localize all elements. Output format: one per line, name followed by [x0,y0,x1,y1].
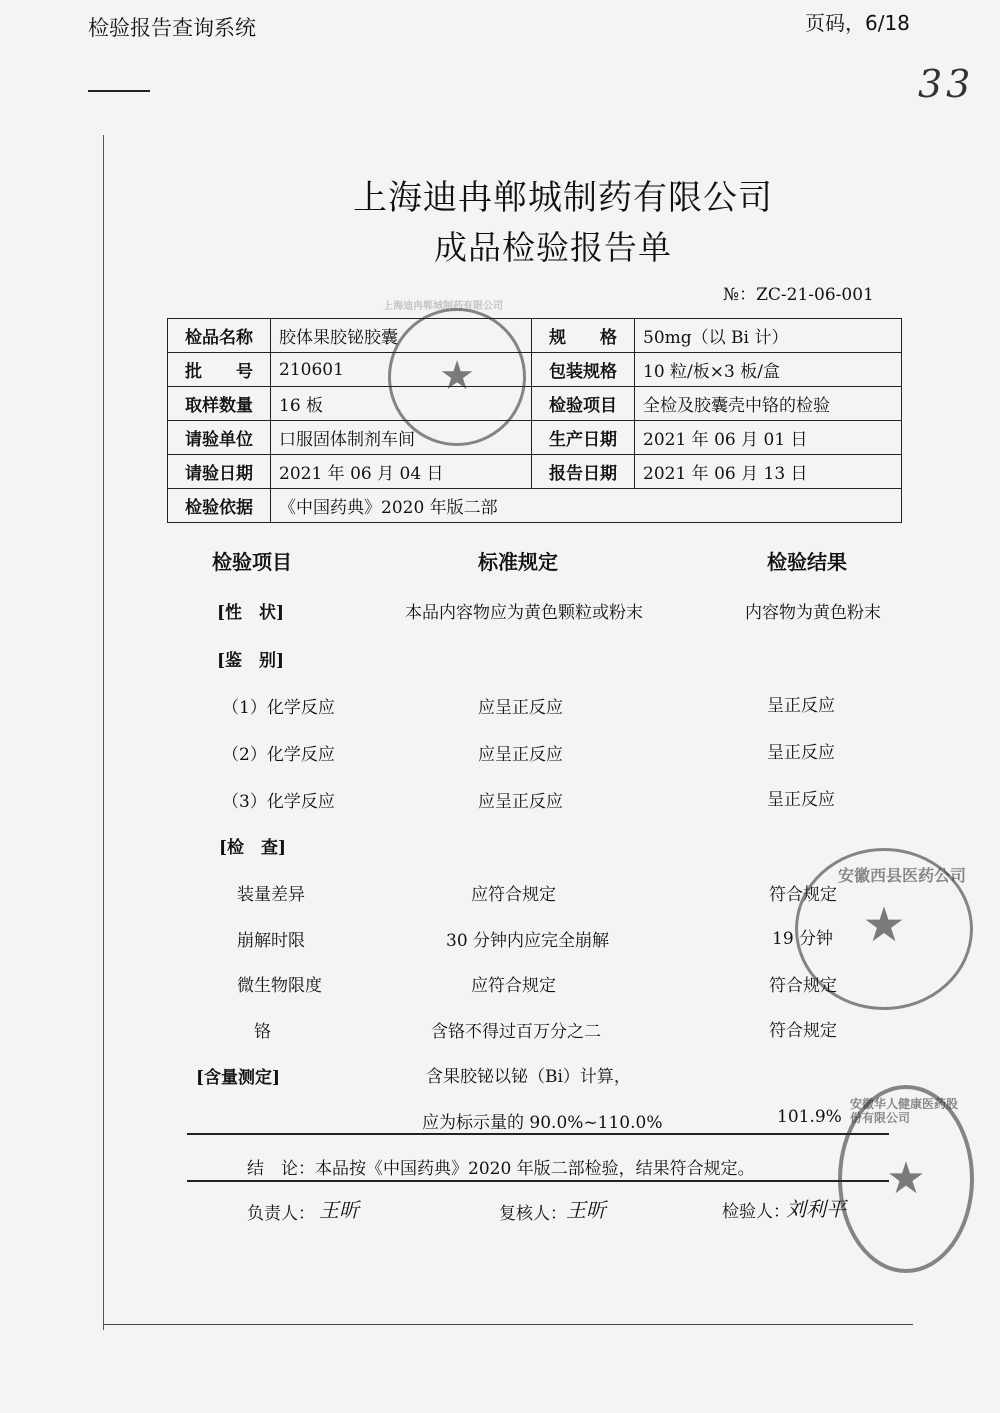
bottom-rule [103,1324,913,1325]
info-row [168,319,902,353]
disint-item: 崩解时限 [237,931,305,951]
pharma-seal [838,1085,974,1273]
micro-item: 微生物限度 [237,976,322,996]
sample-qty-label: 取样数量 [168,387,271,421]
id3-result: 呈正反应 [767,790,835,810]
handwritten-number: 33 [918,62,975,106]
id1-standard: 应呈正反应 [478,698,563,718]
req-date-value: 2021 年 06 月 04 日 [271,455,532,489]
seal-text: 安徽西县医药公司 [838,866,967,885]
info-row [168,353,902,387]
weight-standard: 应符合规定 [471,885,556,905]
req-date-label: 请验日期 [168,455,271,489]
disint-standard: 30 分钟内应完全崩解 [446,931,610,951]
info-row [168,387,902,421]
spec-value: 50mg（以 Bi 计） [635,319,902,353]
reviewer-label: 复核人： [499,1204,567,1224]
test-item-label: 检验项目 [532,387,635,421]
assay-label: [含量测定] [196,1068,281,1088]
star-icon: ★ [439,353,475,399]
margin-rule [103,135,104,1330]
batch-label: 批 号 [168,353,271,387]
weight-result: 符合规定 [769,885,837,905]
star-icon: ★ [862,897,906,953]
id1-item: （1）化学反应 [222,698,335,718]
report-date-value: 2021 年 06 月 13 日 [635,455,902,489]
inspector-signature: 刘利平 [786,1197,846,1221]
prod-date-label: 生产日期 [532,421,635,455]
chrome-item: 铬 [254,1022,271,1042]
company-seal [383,301,526,446]
report-date-label: 报告日期 [532,455,635,489]
id3-item: （3）化学反应 [222,792,335,812]
id2-standard: 应呈正反应 [478,745,563,765]
test-item-value: 全检及胶囊壳中铬的检验 [635,387,902,421]
report-title: 成品检验报告单 [434,228,672,267]
disint-result: 19 分钟 [772,929,834,949]
appearance-standard: 本品内容物应为黄色颗粒或粉末 [405,603,643,623]
sample-qty-value: 16 板 [271,387,532,421]
chrome-result: 符合规定 [769,1021,837,1041]
basis-value: 《中国药典》2020 年版二部 [271,489,902,523]
company-name: 上海迪冉郸城制药有限公司 [353,178,773,218]
col-result-header: 检验结果 [767,550,847,574]
basis-label: 检验依据 [168,489,271,523]
assay-standard-1: 含果胶铋以铋（Bi）计算， [426,1067,631,1087]
document-number: №：ZC-21-06-001 [723,285,874,305]
requester-label: 请验单位 [168,421,271,455]
header-rule [88,90,150,92]
info-row [168,455,902,489]
responsible-signature: 王昕 [319,1198,359,1222]
reviewer-signature: 王昕 [566,1198,606,1222]
id2-result: 呈正反应 [767,743,835,763]
star-icon: ★ [886,1153,926,1204]
distributor-seal [795,848,973,1010]
page-number: 页码，6/18 [805,11,910,35]
package-label: 包装规格 [532,353,635,387]
product-name-label: 检品名称 [168,319,271,353]
id1-result: 呈正反应 [767,696,835,716]
requester-value: 口服固体制剂车间 [271,421,532,455]
chrome-standard: 含铬不得过百万分之二 [431,1022,601,1042]
conclusion-bottom-rule [187,1180,889,1182]
batch-value: 210601 [271,353,532,387]
appearance-label: [性 状] [217,603,285,623]
spec-label: 规 格 [532,319,635,353]
identification-label: [鉴 别] [217,651,285,671]
micro-result: 符合规定 [769,976,837,996]
product-name: 胶体果胶铋胶囊 [271,319,532,353]
info-row [168,489,902,523]
inspector-label: 检验人： [722,1202,790,1222]
micro-standard: 应符合规定 [471,976,556,996]
check-label: [检 查] [219,838,287,858]
package-value: 10 粒/板×3 板/盒 [635,353,902,387]
col-standard-header: 标准规定 [478,550,558,574]
appearance-result: 内容物为黄色粉末 [745,603,881,623]
id3-standard: 应呈正反应 [478,792,563,812]
weight-item: 装量差异 [237,885,305,905]
seal-text: 安徽华人健康医药股份有限公司 [850,1097,959,1125]
seal-text: 上海迪冉郸城制药有限公司 [383,301,503,312]
responsible-label: 负责人： [247,1204,315,1224]
info-table [167,318,902,523]
conclusion-top-rule [187,1133,889,1135]
id2-item: （2）化学反应 [222,745,335,765]
prod-date-value: 2021 年 06 月 01 日 [635,421,902,455]
conclusion-text: 结 论：本品按《中国药典》2020 年版二部检验，结果符合规定。 [247,1159,755,1179]
assay-standard-2: 应为标示量的 90.0%~110.0% [422,1113,663,1133]
info-row [168,421,902,455]
system-title: 检验报告查询系统 [88,16,256,40]
col-item-header: 检验项目 [212,550,292,574]
assay-result: 101.9% [777,1107,842,1127]
